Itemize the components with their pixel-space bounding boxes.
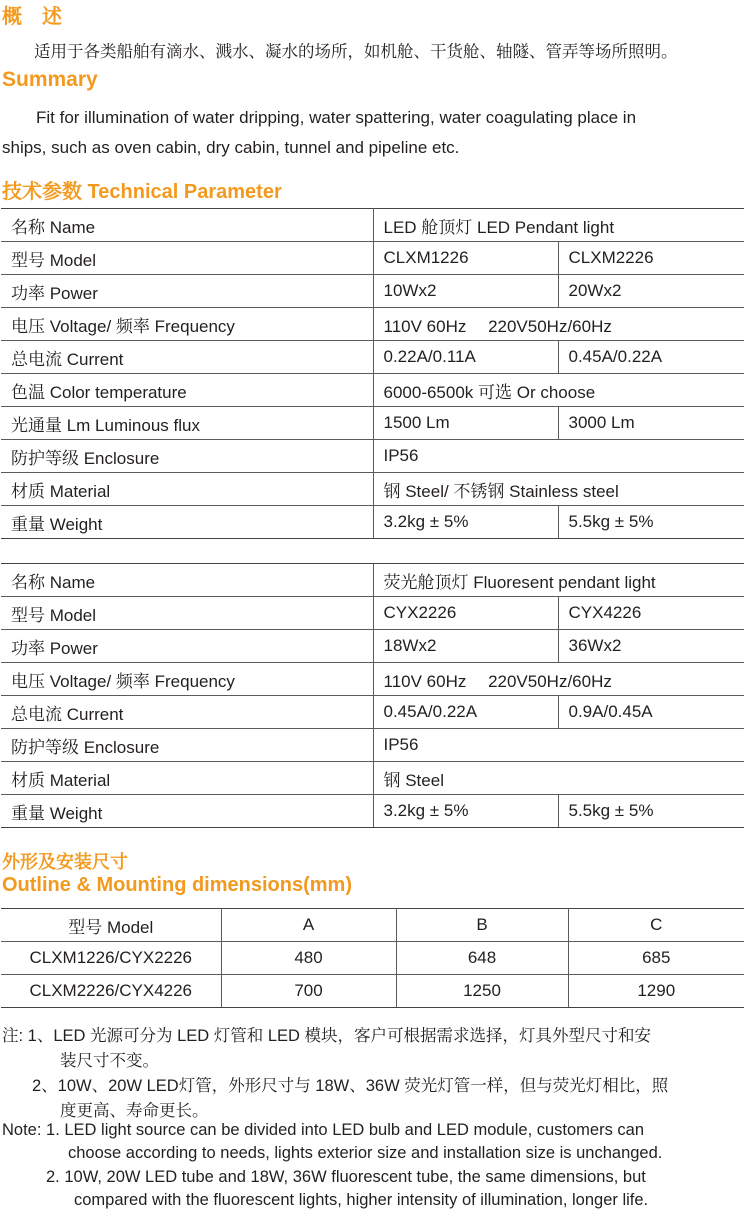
spec-label: 防护等级 Enclosure — [1, 440, 373, 473]
fluorescent-spec-table — [1, 563, 744, 828]
spec-label: 色温 Color temperature — [1, 374, 373, 407]
spec-value: 3.2kg ± 5% — [373, 506, 558, 539]
dims-cell: CLXM1226/CYX2226 — [1, 942, 221, 975]
spec-row — [1, 564, 744, 597]
spec-row — [1, 506, 744, 539]
spec-value-2: 20Wx2 — [558, 275, 744, 308]
led-spec-table — [1, 208, 744, 539]
spec-value: 钢 Steel — [373, 762, 744, 795]
spec-label: 名称 Name — [1, 564, 373, 597]
spec-value: 110V 60Hz 220V50Hz/60Hz — [373, 308, 744, 341]
spec-row — [1, 663, 744, 696]
overview-heading: 概 述 — [2, 6, 62, 28]
spec-value: 6000-6500k 可选 Or choose — [373, 374, 744, 407]
spec-value: 荧光舱顶灯 Fluoresent pendant light — [373, 564, 744, 597]
dims-cell: 700 — [221, 975, 396, 1008]
spec-row — [1, 473, 744, 506]
dims-row — [1, 942, 744, 975]
spec-value: 钢 Steel/ 不锈钢 Stainless steel — [373, 473, 744, 506]
spec-row — [1, 440, 744, 473]
spec-value-2: 0.9A/0.45A — [558, 696, 744, 729]
spec-value: 0.22A/0.11A — [373, 341, 558, 374]
spec-value: LED 舱顶灯 LED Pendant light — [373, 209, 744, 242]
note-cn-2b: 度更高、寿命更长。 — [60, 1102, 209, 1120]
summary-heading: Summary — [2, 68, 98, 91]
spec-row — [1, 275, 744, 308]
spec-label: 名称 Name — [1, 209, 373, 242]
spec-value: IP56 — [373, 440, 744, 473]
spec-label: 总电流 Current — [1, 341, 373, 374]
note-en-1b: choose according to needs, lights exterior size and installation size is unchanged. — [68, 1144, 663, 1162]
spec-label: 功率 Power — [1, 275, 373, 308]
tech-heading: 技术参数 Technical Parameter — [2, 181, 282, 203]
summary-line-2: ships, such as oven cabin, dry cabin, tunnel and pipeline etc. — [2, 138, 460, 157]
dims-header-cell: B — [396, 909, 568, 942]
spec-label: 重量 Weight — [1, 506, 373, 539]
spec-label: 型号 Model — [1, 597, 373, 630]
spec-label: 光通量 Lm Luminous flux — [1, 407, 373, 440]
note-cn-1a: 注: 1、LED 光源可分为 LED 灯管和 LED 模块，客户可根据需求选择，灯具外型尺寸和安 — [2, 1027, 652, 1045]
spec-row — [1, 630, 744, 663]
note-en-1a: Note: 1. LED light source can be divided into LED bulb and LED module, customers can — [2, 1121, 645, 1139]
dims-header-row — [1, 909, 744, 942]
outline-heading-en: Outline & Mounting dimensions(mm) — [2, 874, 352, 896]
spec-label: 功率 Power — [1, 630, 373, 663]
outline-heading-cn: 外形及安装尺寸 — [2, 852, 128, 872]
spec-label: 型号 Model — [1, 242, 373, 275]
dimensions-table — [1, 908, 744, 1008]
spec-label: 材质 Material — [1, 473, 373, 506]
dims-cell: 685 — [568, 942, 744, 975]
overview-text: 适用于各类船舶有滴水、溅水、凝水的场所，如机舱、干货舱、轴隧、管弄等场所照明。 — [34, 43, 678, 61]
spec-value: 10Wx2 — [373, 275, 558, 308]
note-cn-1b: 装尺寸不变。 — [60, 1052, 159, 1070]
spec-label: 材质 Material — [1, 762, 373, 795]
dims-cell: CLXM2226/CYX4226 — [1, 975, 221, 1008]
spec-label: 电压 Voltage/ 频率 Frequency — [1, 308, 373, 341]
note-en-2b: compared with the fluorescent lights, higher intensity of illumination, longer life. — [74, 1191, 649, 1209]
spec-value: CLXM1226 — [373, 242, 558, 275]
dims-cell: 480 — [221, 942, 396, 975]
spec-row — [1, 308, 744, 341]
spec-row — [1, 762, 744, 795]
spec-label: 电压 Voltage/ 频率 Frequency — [1, 663, 373, 696]
spec-row — [1, 341, 744, 374]
spec-value-2: 5.5kg ± 5% — [558, 506, 744, 539]
dims-header-cell: A — [221, 909, 396, 942]
spec-value: IP56 — [373, 729, 744, 762]
spec-value: 0.45A/0.22A — [373, 696, 558, 729]
dims-cell: 1250 — [396, 975, 568, 1008]
spec-label: 重量 Weight — [1, 795, 373, 828]
spec-row — [1, 696, 744, 729]
spec-value-2: 3000 Lm — [558, 407, 744, 440]
dims-header-cell: 型号 Model — [1, 909, 221, 942]
spec-value-2: 5.5kg ± 5% — [558, 795, 744, 828]
summary-line-1: Fit for illumination of water dripping, water spattering, water coagulating place in — [36, 108, 637, 127]
spec-value-2: 36Wx2 — [558, 630, 744, 663]
spec-row — [1, 242, 744, 275]
spec-value-2: CYX4226 — [558, 597, 744, 630]
spec-value-2: 0.45A/0.22A — [558, 341, 744, 374]
dims-cell: 1290 — [568, 975, 744, 1008]
spec-row — [1, 597, 744, 630]
note-cn-2a: 2、10W、20W LED灯管，外形尺寸与 18W、36W 荧光灯管一样，但与荧光灯相比，照 — [32, 1077, 669, 1095]
spec-row — [1, 374, 744, 407]
dims-cell: 648 — [396, 942, 568, 975]
spec-row — [1, 407, 744, 440]
note-en-2a: 2. 10W, 20W LED tube and 18W, 36W fluorescent tube, the same dimensions, but — [46, 1168, 646, 1186]
spec-value-2: CLXM2226 — [558, 242, 744, 275]
spec-label: 总电流 Current — [1, 696, 373, 729]
spec-row — [1, 795, 744, 828]
spec-value: 110V 60Hz 220V50Hz/60Hz — [373, 663, 744, 696]
spec-row — [1, 729, 744, 762]
spec-value: CYX2226 — [373, 597, 558, 630]
dims-header-cell: C — [568, 909, 744, 942]
dims-row — [1, 975, 744, 1008]
spec-label: 防护等级 Enclosure — [1, 729, 373, 762]
spec-value: 1500 Lm — [373, 407, 558, 440]
spec-row — [1, 209, 744, 242]
spec-value: 3.2kg ± 5% — [373, 795, 558, 828]
spec-value: 18Wx2 — [373, 630, 558, 663]
